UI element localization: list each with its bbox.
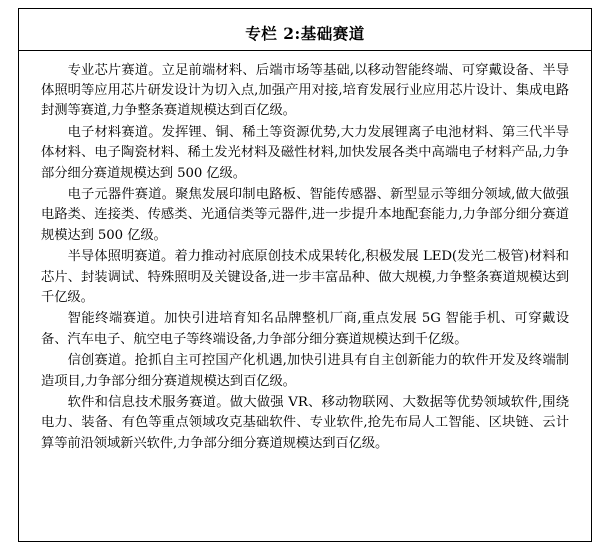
- paragraph: 信创赛道。抢抓自主可控国产化机遇,加快引进具有自主创新能力的软件开发及终端制造项目,力争部分细分赛道规模达到百亿级。: [41, 353, 569, 389]
- paragraph: 电子材料赛道。发挥锂、铜、稀土等资源优势,大力发展锂离子电池材料、第三代半导体材料、电子陶瓷材料、稀土发光材料及磁性材料,加快发展各类中高端电子材料产品,力争部分细分赛道规模达到 500 亿级。: [41, 125, 569, 181]
- paragraph: 专业芯片赛道。立足前端材料、后端市场等基础,以移动智能终端、可穿戴设备、半导体照明等应用芯片研发设计为切入点,加强产用对接,培育发展行业应用芯片设计、集成电路封测等赛道,力争整条赛道规模达到百亿级。: [41, 63, 569, 119]
- paragraph: 智能终端赛道。加快引进培育知名品牌整机厂商,重点发展 5G 智能手机、可穿戴设备、汽车电子、航空电子等终端设备,力争部分细分赛道规模达到千亿级。: [41, 311, 569, 347]
- paragraph: 电子元器件赛道。聚焦发展印制电路板、智能传感器、新型显示等细分领域,做大做强电路类、连接类、传感类、光通信类等元器件,进一步提升本地配套能力,力争部分细分赛道规模达到 500 亿级。: [41, 187, 569, 243]
- paragraph: 半导体照明赛道。着力推动衬底原创技术成果转化,积极发展 LED(发光二极管)材料和芯片、封装调试、特殊照明及关键设备,进一步丰富品种、做大规模,力争整条赛道规模达到千亿级。: [41, 249, 569, 305]
- column-box: [18, 8, 592, 542]
- paragraph: 软件和信息技术服务赛道。做大做强 VR、移动物联网、大数据等优势领域软件,围绕电力、装备、有色等重点领域攻克基础软件、专业软件,抢先布局人工智能、区块链、云计算等前沿领域新兴软件,力争部分细分赛道规模达到百亿级。: [41, 395, 569, 451]
- panel-title: 专栏 2:基础赛道: [245, 24, 365, 43]
- panel-body: [19, 51, 591, 465]
